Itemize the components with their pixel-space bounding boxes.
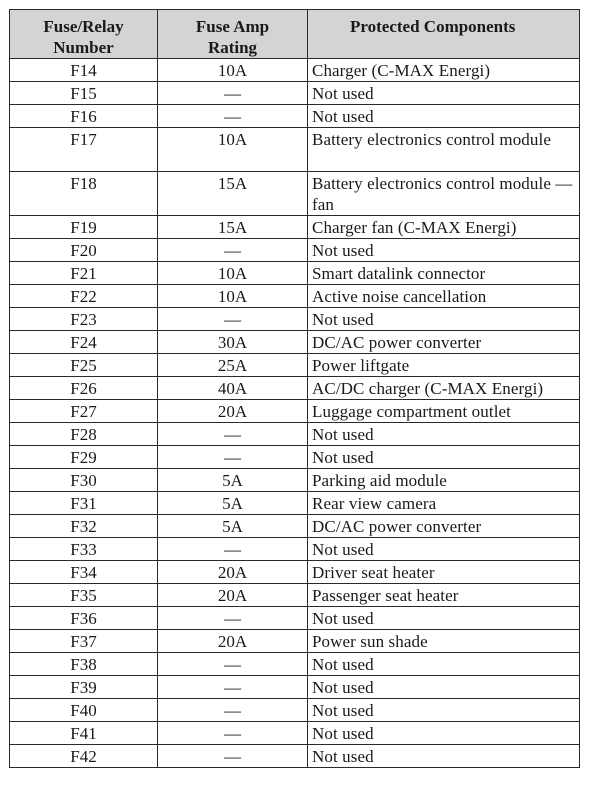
fuse-amp-cell: 5A — [158, 469, 308, 492]
fuse-number-cell: F34 — [10, 561, 158, 584]
table-body — [10, 59, 580, 768]
fuse-number-cell: F22 — [10, 285, 158, 308]
fuse-amp-cell: — — [158, 308, 308, 331]
fuse-amp-cell: 40A — [158, 377, 308, 400]
fuse-amp-cell: 10A — [158, 285, 308, 308]
protected-component-cell: DC/AC power converter — [308, 331, 580, 354]
protected-component-cell: Not used — [308, 538, 580, 561]
fuse-amp-cell: 30A — [158, 331, 308, 354]
table-row — [10, 423, 580, 446]
fuse-amp-cell: — — [158, 676, 308, 699]
fuse-number-cell: F41 — [10, 722, 158, 745]
fuse-number-cell: F31 — [10, 492, 158, 515]
fuse-number-cell: F16 — [10, 105, 158, 128]
protected-component-cell: Power liftgate — [308, 354, 580, 377]
fuse-amp-cell: 10A — [158, 128, 308, 172]
fuse-number-cell: F39 — [10, 676, 158, 699]
fuse-number-cell: F20 — [10, 239, 158, 262]
table-row — [10, 331, 580, 354]
fuse-table — [9, 9, 580, 768]
fuse-number-cell: F21 — [10, 262, 158, 285]
table-row — [10, 561, 580, 584]
table-row — [10, 82, 580, 105]
table-row — [10, 630, 580, 653]
fuse-amp-cell: — — [158, 722, 308, 745]
header-protected-components: Protected Components — [308, 10, 580, 59]
fuse-amp-cell: 20A — [158, 400, 308, 423]
fuse-number-cell: F38 — [10, 653, 158, 676]
table-row — [10, 515, 580, 538]
protected-component-cell: Battery electronics control module — fan — [308, 172, 580, 216]
header-number-line2: Number — [53, 38, 114, 57]
header-number-line1: Fuse/Relay — [43, 17, 124, 36]
table-row — [10, 446, 580, 469]
fuse-amp-cell: 10A — [158, 262, 308, 285]
table-row — [10, 722, 580, 745]
header-fuse-amp-rating — [158, 10, 308, 59]
fuse-number-cell: F18 — [10, 172, 158, 216]
header-amp-line2: Rating — [207, 38, 258, 57]
protected-component-cell: Not used — [308, 82, 580, 105]
protected-component-cell: Smart datalink connector — [308, 262, 580, 285]
protected-component-cell: Charger (C-MAX Energi) — [308, 59, 580, 82]
fuse-amp-cell: 5A — [158, 492, 308, 515]
fuse-amp-cell: 25A — [158, 354, 308, 377]
fuse-number-cell: F25 — [10, 354, 158, 377]
fuse-number-cell: F14 — [10, 59, 158, 82]
fuse-number-cell: F15 — [10, 82, 158, 105]
fuse-number-cell: F33 — [10, 538, 158, 561]
protected-component-cell: Rear view camera — [308, 492, 580, 515]
table-header — [10, 10, 580, 59]
table-row — [10, 653, 580, 676]
protected-component-cell: Not used — [308, 239, 580, 262]
protected-component-cell: Charger fan (C-MAX Energi) — [308, 216, 580, 239]
fuse-amp-cell: 20A — [158, 561, 308, 584]
fuse-amp-cell: 10A — [158, 59, 308, 82]
table-row — [10, 354, 580, 377]
protected-component-cell: Not used — [308, 105, 580, 128]
protected-component-cell: Parking aid module — [308, 469, 580, 492]
table-row — [10, 262, 580, 285]
table-row — [10, 377, 580, 400]
table-row — [10, 128, 580, 172]
header-row — [10, 10, 580, 59]
table-row — [10, 676, 580, 699]
fuse-amp-cell: 15A — [158, 216, 308, 239]
protected-component-cell: AC/DC charger (C-MAX Energi) — [308, 377, 580, 400]
table-row — [10, 400, 580, 423]
fuse-amp-cell: — — [158, 446, 308, 469]
protected-component-cell: Luggage compartment outlet — [308, 400, 580, 423]
fuse-number-cell: F24 — [10, 331, 158, 354]
fuse-amp-cell: — — [158, 423, 308, 446]
header-amp-line1: Fuse Amp — [195, 17, 270, 36]
table-row — [10, 216, 580, 239]
fuse-amp-cell: 20A — [158, 630, 308, 653]
protected-component-cell: Active noise cancellation — [308, 285, 580, 308]
table-row — [10, 584, 580, 607]
table-row — [10, 59, 580, 82]
table-row — [10, 239, 580, 262]
fuse-number-cell: F27 — [10, 400, 158, 423]
protected-component-cell: Passenger seat heater — [308, 584, 580, 607]
table-row — [10, 538, 580, 561]
fuse-number-cell: F40 — [10, 699, 158, 722]
table-row — [10, 492, 580, 515]
table-row — [10, 469, 580, 492]
fuse-amp-cell: — — [158, 538, 308, 561]
fuse-number-cell: F36 — [10, 607, 158, 630]
table-row — [10, 308, 580, 331]
fuse-number-cell: F26 — [10, 377, 158, 400]
fuse-number-cell: F42 — [10, 745, 158, 768]
protected-component-cell: Not used — [308, 699, 580, 722]
fuse-amp-cell: 15A — [158, 172, 308, 216]
fuse-amp-cell: 5A — [158, 515, 308, 538]
fuse-amp-cell: — — [158, 607, 308, 630]
table-row — [10, 745, 580, 768]
fuse-amp-cell: — — [158, 239, 308, 262]
protected-component-cell: Not used — [308, 653, 580, 676]
fuse-amp-cell: — — [158, 82, 308, 105]
protected-component-cell: Not used — [308, 745, 580, 768]
protected-component-cell: Not used — [308, 423, 580, 446]
protected-component-cell: Not used — [308, 308, 580, 331]
table-row — [10, 699, 580, 722]
table-row — [10, 172, 580, 216]
protected-component-cell: Power sun shade — [308, 630, 580, 653]
fuse-number-cell: F37 — [10, 630, 158, 653]
table-row — [10, 105, 580, 128]
fuse-number-cell: F17 — [10, 128, 158, 172]
fuse-number-cell: F35 — [10, 584, 158, 607]
protected-component-cell: Not used — [308, 676, 580, 699]
protected-component-cell: Not used — [308, 607, 580, 630]
fuse-number-cell: F32 — [10, 515, 158, 538]
table-row — [10, 607, 580, 630]
fuse-number-cell: F28 — [10, 423, 158, 446]
fuse-amp-cell: — — [158, 699, 308, 722]
protected-component-cell: Battery electronics control module — [308, 128, 580, 172]
fuse-number-cell: F23 — [10, 308, 158, 331]
fuse-number-cell: F19 — [10, 216, 158, 239]
fuse-number-cell: F29 — [10, 446, 158, 469]
header-fuse-relay-number — [10, 10, 158, 59]
fuse-number-cell: F30 — [10, 469, 158, 492]
fuse-amp-cell: — — [158, 105, 308, 128]
fuse-amp-cell: 20A — [158, 584, 308, 607]
fuse-amp-cell: — — [158, 653, 308, 676]
protected-component-cell: Not used — [308, 446, 580, 469]
protected-component-cell: Not used — [308, 722, 580, 745]
fuse-amp-cell: — — [158, 745, 308, 768]
table-row — [10, 285, 580, 308]
protected-component-cell: Driver seat heater — [308, 561, 580, 584]
protected-component-cell: DC/AC power converter — [308, 515, 580, 538]
